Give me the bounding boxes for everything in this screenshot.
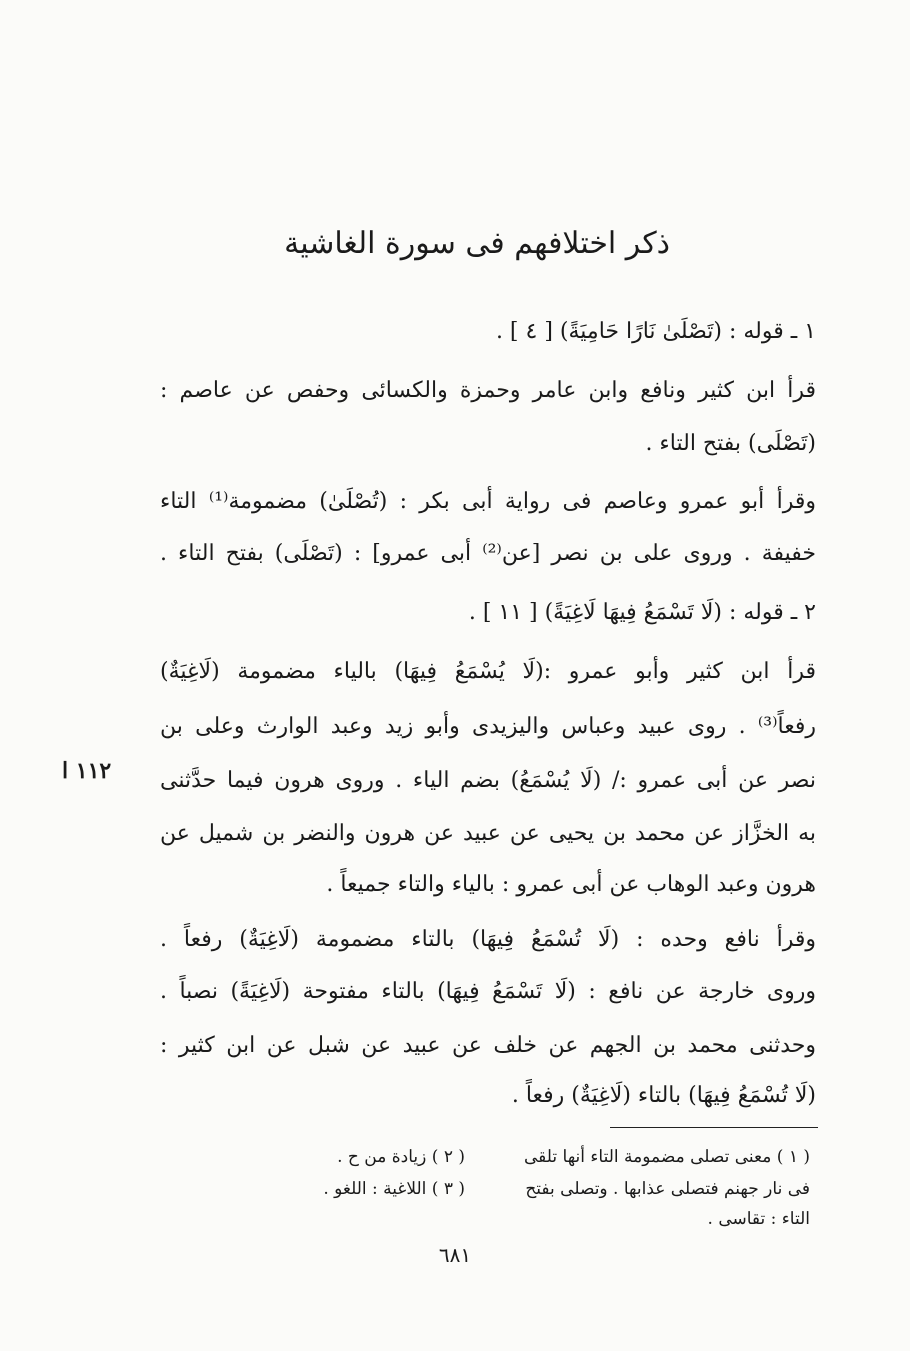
- chapter-title: ذكر اختلافهم فى سورة الغاشية: [284, 226, 670, 261]
- text-line: (لَا تُسْمَعُ فِيهَا) بالتاء (لَاغِيَةٌ) رفعاً .: [511, 1083, 816, 1108]
- text-line: وقرأ أبو عمرو وعاصم فى رواية أبى بكر : (تُصْلَىٰ) مضمومة⁽¹⁾ التاء: [160, 489, 816, 514]
- text-line: به الخزَّاز عن محمد بن يحيى عن عبيد عن هرون والنضر بن شميل عن: [160, 821, 816, 846]
- text-line: خفيفة . وروى على بن نصر [عن⁽²⁾ أبى عمرو] : (تَصْلَى) بفتح التاء .: [160, 541, 816, 566]
- footnote-1-line: ( ١ ) معنى تصلى مضمومة التاء أنها تلقى: [523, 1147, 810, 1167]
- text-line: وروى خارجة عن نافع : (لَا تَسْمَعُ فِيهَا) بالتاء مفتوحة (لَاغِيَةً) نصباً .: [160, 979, 816, 1004]
- text-line: وحدثنى محمد بن الجهم عن خلف عن عبيد عن شبل عن ابن كثير :: [160, 1033, 816, 1058]
- footnote-divider: [610, 1127, 818, 1128]
- text-line: وقرأ نافع وحده : (لَا تُسْمَعُ فِيهَا) بالتاء مضمومة (لَاغِيَةٌ) رفعاً .: [160, 927, 816, 952]
- footnote-1-line: فى نار جهنم فتصلى عذابها . وتصلى بفتح: [525, 1179, 810, 1199]
- text-line: قرأ ابن كثير وأبو عمرو :(لَا يُسْمَعُ فِيهَا) بالياء مضمومة (لَاغِيَةٌ): [160, 659, 816, 684]
- margin-folio-number: ١١٢ ا: [62, 758, 112, 784]
- page-number: ٦٨١: [438, 1243, 472, 1267]
- heading-verse-2: ٢ ـ قوله : (لَا تَسْمَعُ فِيهَا لَاغِيَةً) [ ١١ ] .: [468, 600, 816, 625]
- text-line: هرون وعبد الوهاب عن أبى عمرو : بالياء والتاء جميعاً .: [326, 872, 816, 897]
- footnote-1-line: التاء : تقاسى .: [707, 1209, 810, 1229]
- heading-verse-1: ١ ـ قوله : (تَصْلَىٰ نَارًا حَامِيَةً) [ ٤ ] .: [495, 319, 816, 344]
- text-line: (تَصْلَى) بفتح التاء .: [645, 431, 816, 456]
- text-line: قرأ ابن كثير ونافع وابن عامر وحمزة والكسائى وحفص عن عاصم :: [160, 378, 816, 403]
- text-line: نصر عن أبى عمرو :/ (لَا يُسْمَعُ) بضم الياء . وروى هرون فيما حدَّثنى: [160, 768, 816, 793]
- footnote-3: ( ٣ ) اللاغية : اللغو .: [323, 1179, 465, 1199]
- footnote-2: ( ٢ ) زيادة من ح .: [337, 1147, 465, 1167]
- text-line: رفعاً⁽³⁾ . روى عبيد وعباس واليزيدى وأبو زيد وعبد الوارث وعلى بن: [160, 714, 816, 739]
